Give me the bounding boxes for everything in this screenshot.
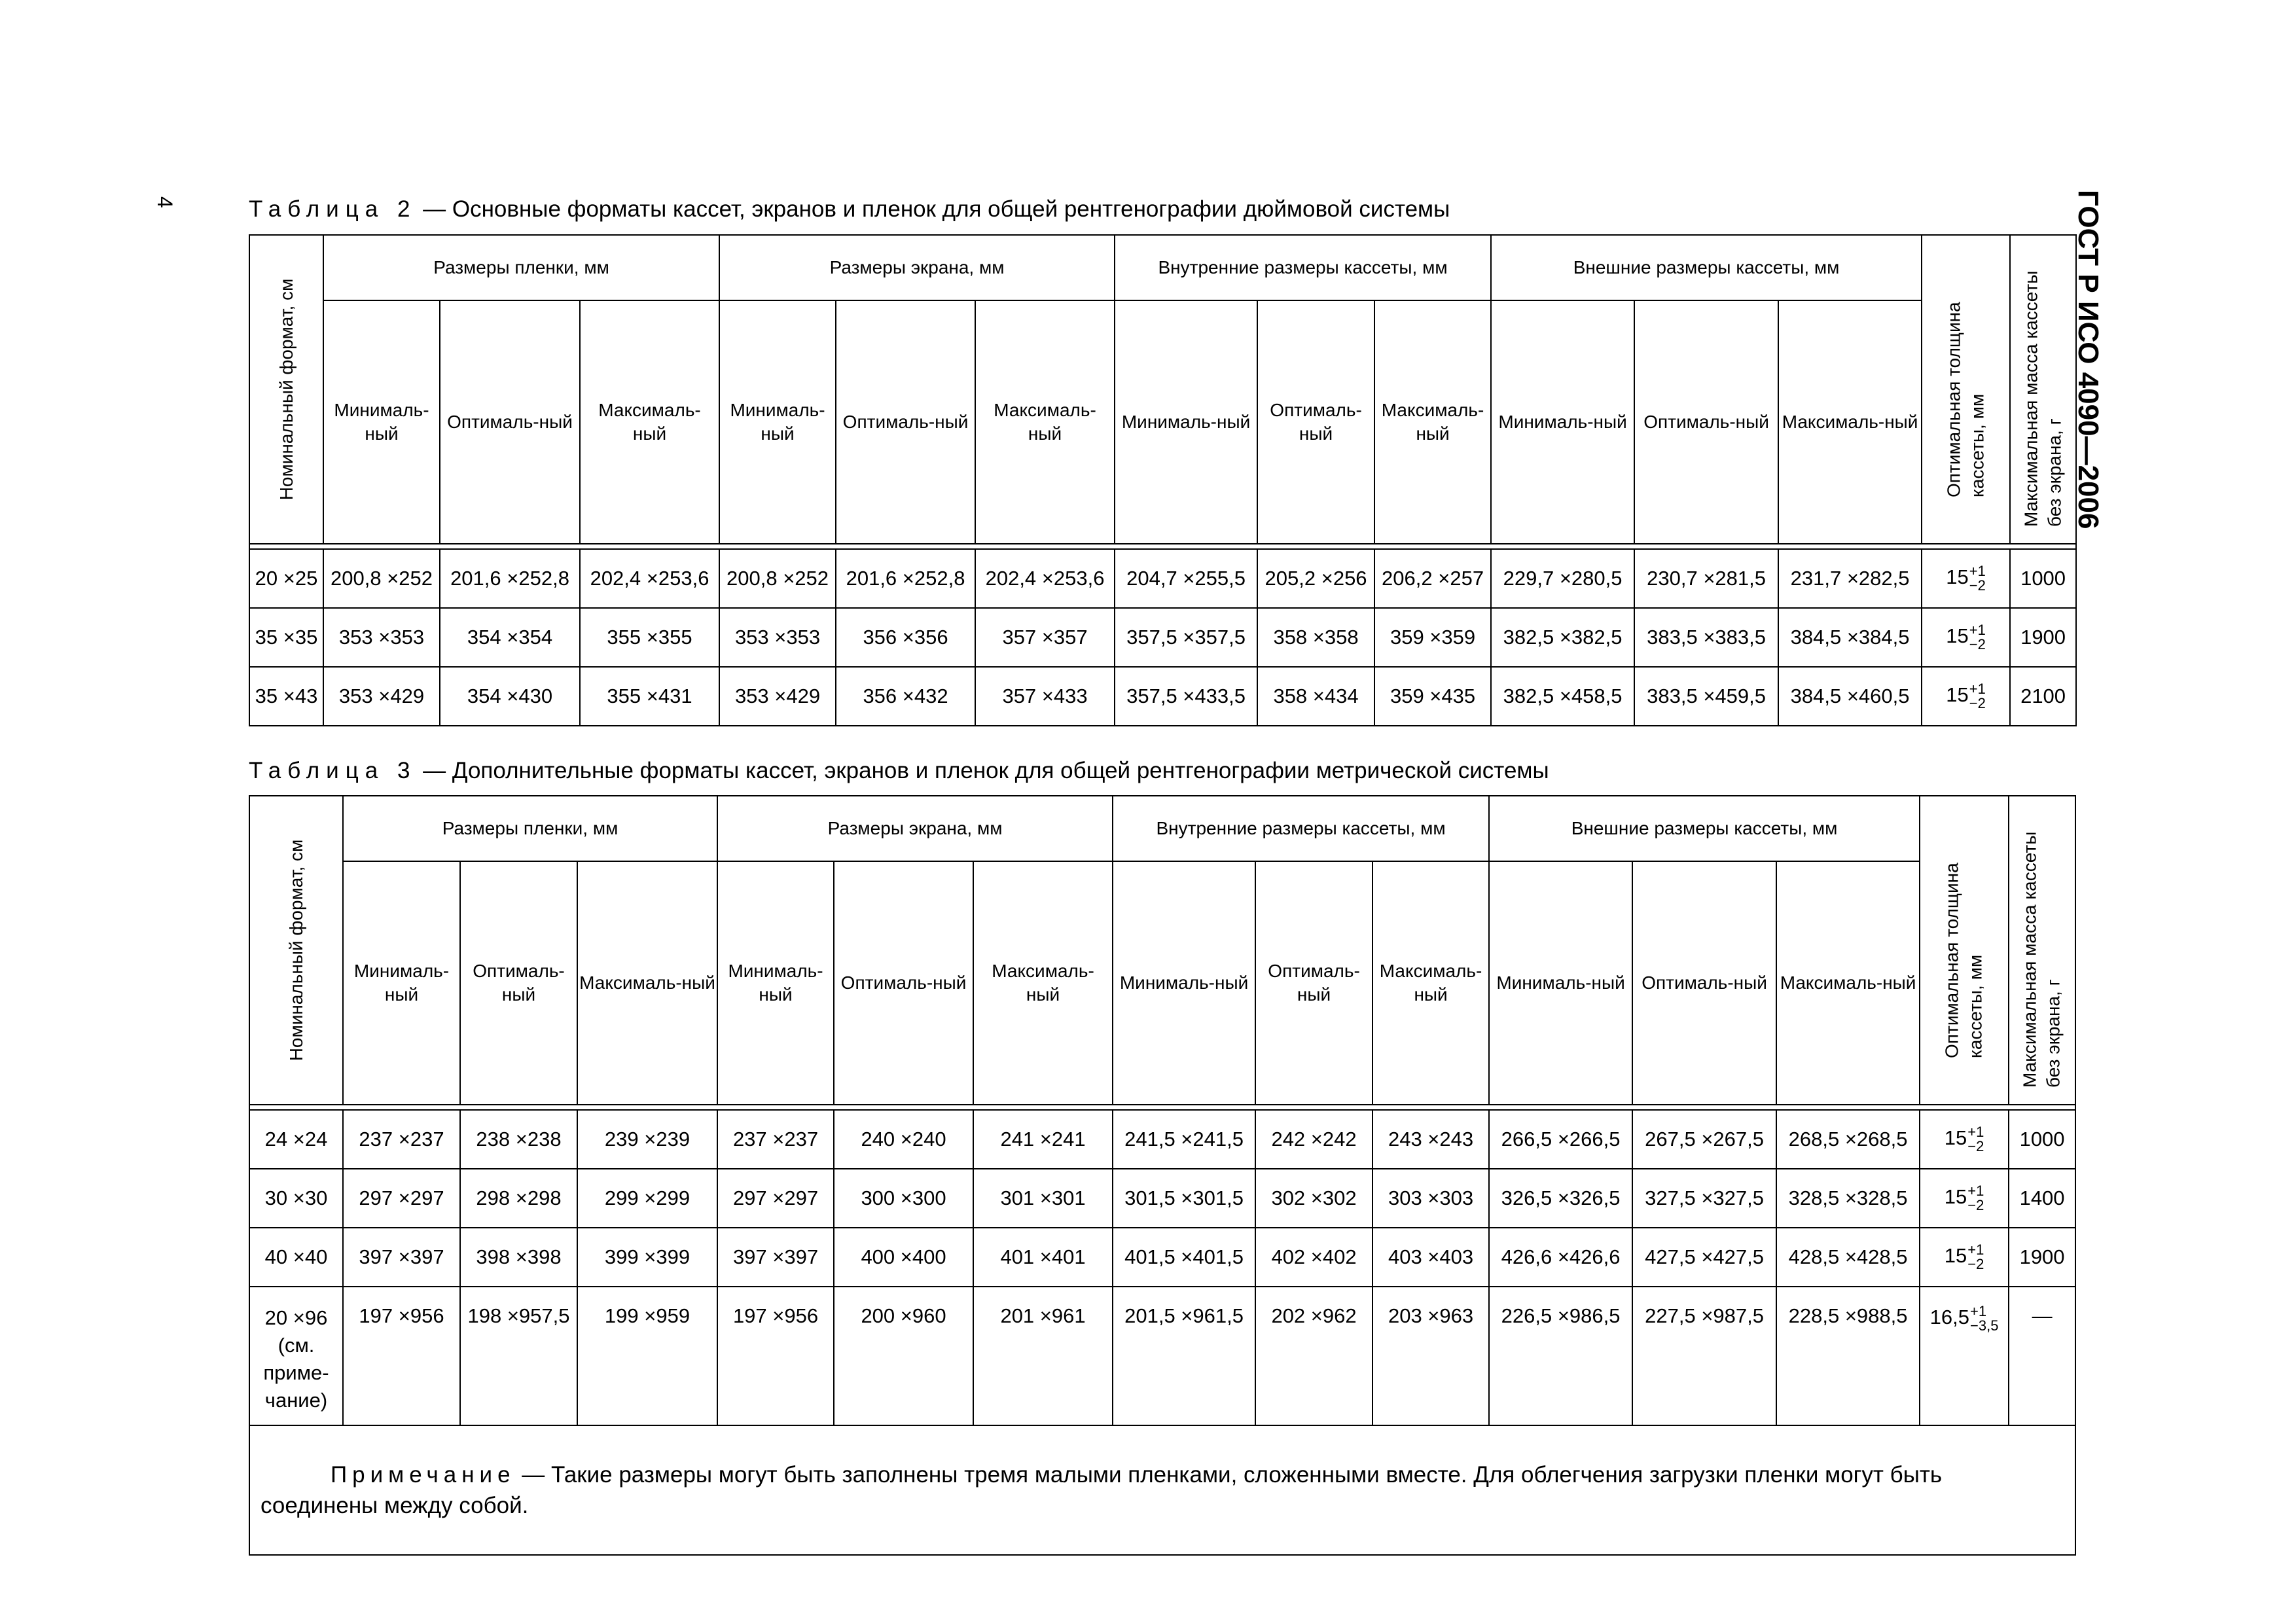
cell-inner-min: 201,5 ×961,5 [1113, 1287, 1255, 1425]
header-thickness: Оптимальная толщина кассеты, мм [1922, 235, 2010, 544]
cell-inner-opt: 205,2 ×256 [1257, 549, 1374, 608]
cell-screen-min: 353 ×353 [719, 608, 836, 667]
tolerance-lower: −2 [1967, 1197, 1984, 1213]
cell-screen-opt: 300 ×300 [834, 1169, 973, 1228]
tolerance-upper: +1 [1967, 1241, 1984, 1258]
header-cassette-outer: Внешние размеры кассеты, мм [1489, 796, 1920, 861]
cell-film-min: 397 ×397 [343, 1228, 460, 1287]
cell-inner-max: 206,2 ×257 [1374, 549, 1491, 608]
subheader-min: Минималь-ный [717, 861, 834, 1105]
cell-inner-max: 403 ×403 [1372, 1228, 1489, 1287]
subheader-min: Минималь-ный [323, 300, 440, 544]
cell-film-min: 297 ×297 [343, 1169, 460, 1228]
subheader-min: Минималь-ный [719, 300, 836, 544]
thickness-value: 15 [1944, 1185, 1967, 1209]
header-film-sizes: Размеры пленки, мм [343, 796, 717, 861]
cell-screen-max: 241 ×241 [973, 1110, 1113, 1169]
cell-outer-min: 266,5 ×266,5 [1489, 1110, 1632, 1169]
subheader-max: Максималь-ный [973, 861, 1113, 1105]
cell-film-opt: 198 ×957,5 [460, 1287, 577, 1425]
cell-film-max: 355 ×431 [580, 667, 719, 726]
cell-outer-min: 226,5 ×986,5 [1489, 1287, 1632, 1425]
header-nominal-format: Номинальный формат, см [249, 235, 323, 544]
tolerance-lower: −2 [1969, 577, 1986, 594]
tolerance-upper: +1 [1967, 1183, 1984, 1199]
cell-mass: 1900 [2010, 608, 2076, 667]
tolerance-lower: −3,5 [1970, 1317, 1999, 1334]
tolerance-lower: −2 [1969, 636, 1986, 652]
cell-outer-opt: 227,5 ×987,5 [1632, 1287, 1776, 1425]
cell-inner-opt: 402 ×402 [1255, 1228, 1372, 1287]
subheader-opt: Оптималь-ный [1255, 861, 1372, 1105]
table-row [249, 608, 2076, 667]
cell-outer-min: 382,5 ×382,5 [1491, 608, 1634, 667]
subheader-opt: Оптималь-ный [836, 300, 975, 544]
subheader-min: Минималь-ный [1489, 861, 1632, 1105]
cell-thickness [1920, 1169, 2009, 1228]
cell-thickness [1922, 667, 2010, 726]
cell-outer-min: 426,6 ×426,6 [1489, 1228, 1632, 1287]
cell-nominal-format: 35 ×43 [249, 667, 323, 726]
table2-caption-text: — Основные форматы кассет, экранов и пленок для общей рентгенографии дюймовой системы [416, 196, 1450, 222]
cell-film-max: 399 ×399 [577, 1228, 717, 1287]
cell-film-opt: 298 ×298 [460, 1169, 577, 1228]
subheader-opt: Оптималь-ный [834, 861, 973, 1105]
cell-inner-min: 357,5 ×433,5 [1115, 667, 1257, 726]
subheader-min: Минималь-ный [1491, 300, 1634, 544]
table3 [249, 795, 2076, 1556]
cell-screen-min: 397 ×397 [717, 1228, 834, 1287]
cell-outer-max: 228,5 ×988,5 [1776, 1287, 1920, 1425]
cell-inner-max: 303 ×303 [1372, 1169, 1489, 1228]
cell-screen-min: 200,8 ×252 [719, 549, 836, 608]
thickness-tolerance [1967, 1125, 1984, 1154]
cell-screen-max: 357 ×433 [975, 667, 1115, 726]
subheader-min: Минималь-ный [1113, 861, 1255, 1105]
table3-caption-text: — Дополнительные форматы кассет, экранов и пленок для общей рентгенографии метрической системы [416, 758, 1549, 783]
tolerance-upper: +1 [1969, 681, 1986, 697]
cell-film-max: 199 ×959 [577, 1287, 717, 1425]
note-text: — Такие размеры могут быть заполнены тремя малыми пленками, сложенными вместе. Для облегчения загрузки пленки могут быть соединены между собой. [260, 1461, 1943, 1518]
thickness-value: 15 [1944, 1126, 1967, 1150]
cell-screen-max: 201 ×961 [973, 1287, 1113, 1425]
cell-screen-max: 202,4 ×253,6 [975, 549, 1115, 608]
thickness-tolerance [1970, 1304, 1998, 1333]
cell-film-max: 239 ×239 [577, 1110, 717, 1169]
cell-thickness [1922, 608, 2010, 667]
tolerance-lower: −2 [1967, 1256, 1984, 1272]
thickness-tolerance [1969, 682, 1986, 711]
cell-inner-min: 301,5 ×301,5 [1113, 1169, 1255, 1228]
table-row [249, 1228, 2075, 1287]
subheader-opt: Оптималь-ный [1257, 300, 1374, 544]
cell-inner-max: 203 ×963 [1372, 1287, 1489, 1425]
thickness-value: 15 [1946, 565, 1969, 589]
cell-film-max: 202,4 ×253,6 [580, 549, 719, 608]
thickness-tolerance [1969, 564, 1986, 593]
cell-film-opt: 354 ×354 [440, 608, 580, 667]
table2-caption-prefix: Таблица 2 [249, 196, 417, 222]
subheader-min: Минималь-ный [343, 861, 460, 1105]
cell-inner-opt: 202 ×962 [1255, 1287, 1372, 1425]
subheader-opt: Оптималь-ный [460, 861, 577, 1105]
table2 [249, 234, 2077, 726]
header-cassette-inner: Внутренние размеры кассеты, мм [1113, 796, 1489, 861]
cell-mass: 1000 [2009, 1110, 2075, 1169]
cell-outer-min: 229,7 ×280,5 [1491, 549, 1634, 608]
cell-inner-max: 359 ×435 [1374, 667, 1491, 726]
cell-screen-opt: 201,6 ×252,8 [836, 549, 975, 608]
header-nominal-format: Номинальный формат, см [249, 796, 343, 1105]
cell-film-min: 353 ×353 [323, 608, 440, 667]
table-row [249, 1287, 2075, 1425]
cell-inner-max: 359 ×359 [1374, 608, 1491, 667]
thickness-value: 16,5 [1929, 1306, 1970, 1329]
thickness-value: 15 [1944, 1244, 1967, 1268]
subheader-max: Максималь-ный [1374, 300, 1491, 544]
cell-screen-max: 357 ×357 [975, 608, 1115, 667]
cell-film-min: 197 ×956 [343, 1287, 460, 1425]
tolerance-upper: +1 [1970, 1303, 1987, 1319]
cell-screen-opt: 400 ×400 [834, 1228, 973, 1287]
cell-outer-opt: 327,5 ×327,5 [1632, 1169, 1776, 1228]
table-row [249, 667, 2076, 726]
cell-outer-opt: 383,5 ×459,5 [1634, 667, 1778, 726]
cell-film-opt: 398 ×398 [460, 1228, 577, 1287]
cell-film-opt: 238 ×238 [460, 1110, 577, 1169]
cell-outer-opt: 267,5 ×267,5 [1632, 1110, 1776, 1169]
subheader-max: Максималь-ный [975, 300, 1115, 544]
subheader-min: Минималь-ный [1115, 300, 1257, 544]
cell-nominal-format: 30 ×30 [249, 1169, 343, 1228]
table3-caption-prefix: Таблица 3 [249, 758, 417, 783]
cell-film-max: 299 ×299 [577, 1169, 717, 1228]
cell-inner-min: 401,5 ×401,5 [1113, 1228, 1255, 1287]
tolerance-lower: −2 [1967, 1138, 1984, 1154]
thickness-tolerance [1969, 623, 1986, 652]
cell-nominal-format: 24 ×24 [249, 1110, 343, 1169]
table3-note [249, 1425, 2075, 1555]
cell-thickness [1920, 1228, 2009, 1287]
cell-inner-opt: 358 ×434 [1257, 667, 1374, 726]
cell-screen-opt: 200 ×960 [834, 1287, 973, 1425]
cell-outer-opt: 427,5 ×427,5 [1632, 1228, 1776, 1287]
cell-film-min: 353 ×429 [323, 667, 440, 726]
cell-mass: 1400 [2009, 1169, 2075, 1228]
thickness-tolerance [1967, 1243, 1984, 1272]
table-row [249, 549, 2076, 608]
subheader-max: Максималь-ный [1372, 861, 1489, 1105]
cell-outer-opt: 230,7 ×281,5 [1634, 549, 1778, 608]
standard-id: ГОСТ Р ИСО 4090—2006 [2072, 190, 2104, 529]
header-mass: Максимальная масса кассеты без экрана, г [2010, 235, 2076, 544]
cell-thickness [1920, 1110, 2009, 1169]
header-film-sizes: Размеры пленки, мм [323, 235, 719, 300]
subheader-max: Максималь-ный [577, 861, 717, 1105]
subheader-opt: Оптималь-ный [440, 300, 580, 544]
thickness-value: 15 [1946, 624, 1969, 648]
cell-nominal-format: 20 ×25 [249, 549, 323, 608]
header-thickness: Оптимальная толщина кассеты, мм [1920, 796, 2009, 1105]
thickness-value: 15 [1946, 683, 1969, 707]
cell-inner-opt: 302 ×302 [1255, 1169, 1372, 1228]
cell-inner-opt: 358 ×358 [1257, 608, 1374, 667]
cell-outer-max: 384,5 ×384,5 [1778, 608, 1922, 667]
cell-screen-max: 401 ×401 [973, 1228, 1113, 1287]
cell-screen-opt: 356 ×356 [836, 608, 975, 667]
cell-inner-min: 357,5 ×357,5 [1115, 608, 1257, 667]
cell-inner-min: 204,7 ×255,5 [1115, 549, 1257, 608]
cell-inner-min: 241,5 ×241,5 [1113, 1110, 1255, 1169]
cell-mass: 1900 [2009, 1228, 2075, 1287]
header-mass: Максимальная масса кассеты без экрана, г [2009, 796, 2075, 1105]
subheader-opt: Оптималь-ный [1634, 300, 1778, 544]
cell-mass: — [2009, 1287, 2075, 1425]
subheader-max: Максималь-ный [1776, 861, 1920, 1105]
cell-outer-max: 328,5 ×328,5 [1776, 1169, 1920, 1228]
cell-mass: 2100 [2010, 667, 2076, 726]
cell-mass: 1000 [2010, 549, 2076, 608]
cell-screen-max: 301 ×301 [973, 1169, 1113, 1228]
subheader-max: Максималь-ный [580, 300, 719, 544]
tolerance-lower: −2 [1969, 695, 1986, 711]
cell-screen-opt: 356 ×432 [836, 667, 975, 726]
note-prefix: Примечание [330, 1461, 516, 1488]
cell-film-max: 355 ×355 [580, 608, 719, 667]
cell-screen-opt: 240 ×240 [834, 1110, 973, 1169]
cell-film-min: 237 ×237 [343, 1110, 460, 1169]
page-number: 4 [153, 196, 177, 208]
cell-inner-opt: 242 ×242 [1255, 1110, 1372, 1169]
cell-thickness [1922, 549, 2010, 608]
cell-film-opt: 201,6 ×252,8 [440, 549, 580, 608]
header-cassette-outer: Внешние размеры кассеты, мм [1491, 235, 1922, 300]
cell-outer-max: 428,5 ×428,5 [1776, 1228, 1920, 1287]
cell-nominal-format: 40 ×40 [249, 1228, 343, 1287]
subheader-opt: Оптималь-ный [1632, 861, 1776, 1105]
cell-film-min: 200,8 ×252 [323, 549, 440, 608]
header-screen-sizes: Размеры экрана, мм [717, 796, 1113, 861]
cell-thickness [1920, 1287, 2009, 1425]
subheader-max: Максималь-ный [1778, 300, 1922, 544]
cell-outer-opt: 383,5 ×383,5 [1634, 608, 1778, 667]
cell-screen-min: 353 ×429 [719, 667, 836, 726]
cell-screen-min: 297 ×297 [717, 1169, 834, 1228]
header-screen-sizes: Размеры экрана, мм [719, 235, 1115, 300]
cell-screen-min: 237 ×237 [717, 1110, 834, 1169]
table-row [249, 1169, 2075, 1228]
table2-caption [249, 196, 1450, 223]
cell-outer-max: 268,5 ×268,5 [1776, 1110, 1920, 1169]
cell-inner-max: 243 ×243 [1372, 1110, 1489, 1169]
cell-nominal-format: 20 ×96 (см. приме-чание) [249, 1287, 343, 1425]
table3-caption [249, 758, 1549, 784]
cell-outer-max: 231,7 ×282,5 [1778, 549, 1922, 608]
tolerance-upper: +1 [1969, 563, 1986, 579]
table-row [249, 1110, 2075, 1169]
cell-outer-min: 382,5 ×458,5 [1491, 667, 1634, 726]
tolerance-upper: +1 [1969, 622, 1986, 638]
cell-screen-min: 197 ×956 [717, 1287, 834, 1425]
cell-outer-max: 384,5 ×460,5 [1778, 667, 1922, 726]
cell-nominal-format: 35 ×35 [249, 608, 323, 667]
thickness-tolerance [1967, 1184, 1984, 1213]
cell-film-opt: 354 ×430 [440, 667, 580, 726]
header-cassette-inner: Внутренние размеры кассеты, мм [1115, 235, 1491, 300]
tolerance-upper: +1 [1967, 1124, 1984, 1140]
cell-outer-min: 326,5 ×326,5 [1489, 1169, 1632, 1228]
